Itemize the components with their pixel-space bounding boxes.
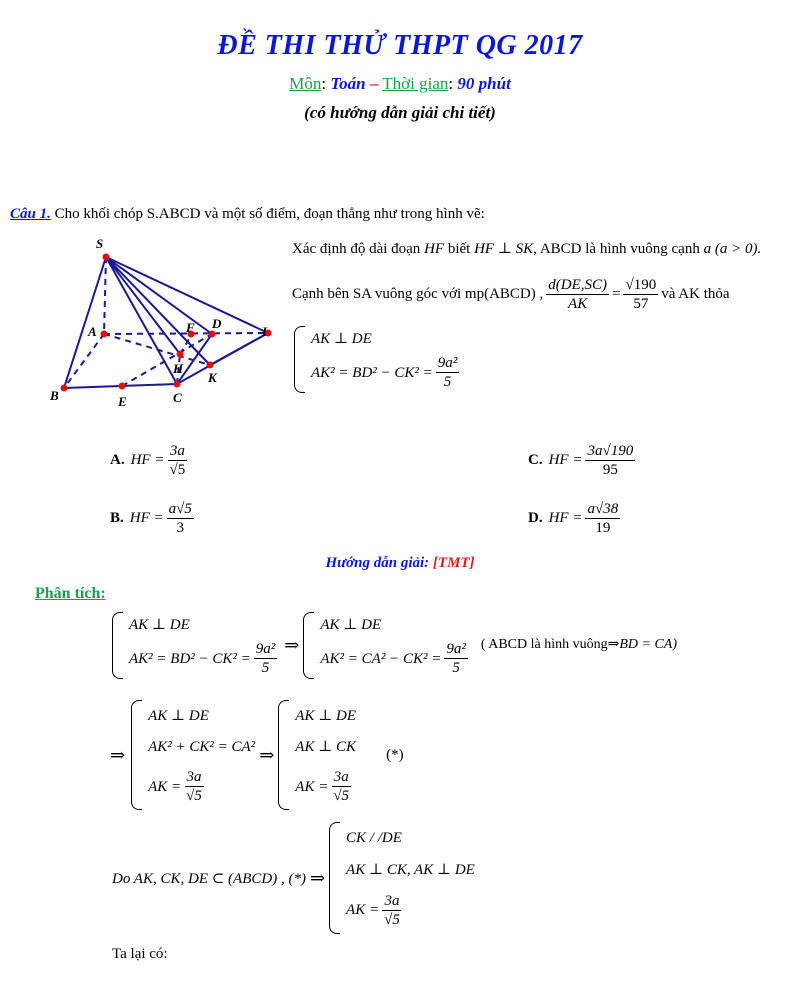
line2-frac-den: AK (568, 296, 588, 312)
subject-time-line: Môn: Toán – Thời gian: 90 phút (289, 74, 511, 93)
header-note: (có hướng dẫn giải chi tiết) (304, 103, 496, 122)
line1-a-cond: (a > 0). (714, 241, 762, 257)
line2-fraction (546, 276, 609, 313)
s4-r3-lhs: AK = (295, 778, 329, 795)
solution-tag: [TMT] (432, 555, 475, 571)
option-d-num: a√38 (587, 501, 619, 517)
s3-r1: AK ⊥ DE (148, 707, 209, 724)
ta-lai-co: Ta lại có: (112, 946, 168, 962)
s4-den: √5 (333, 788, 350, 805)
step2-system (303, 612, 470, 679)
s5-den: √5 (384, 911, 400, 928)
s4-num: 3a (333, 769, 349, 786)
s2-r1: AK ⊥ DE (320, 617, 382, 633)
step1-system (112, 612, 280, 679)
option-a-lhs: HF = (130, 452, 165, 468)
step1-row (112, 612, 677, 679)
step4-system (278, 700, 356, 810)
step3-row (110, 700, 404, 810)
line1-cond: HF ⊥ SK (474, 241, 534, 257)
option-c-lhs: HF = (548, 452, 583, 468)
arrow-3: ⇒ (259, 744, 275, 765)
line1-a: a (703, 241, 712, 257)
sys1-num: 9a² (437, 355, 458, 371)
option-b-lhs: HF = (129, 510, 164, 526)
line2-rhs-num: √190 (625, 277, 657, 293)
line1-text: Xác định độ dài đoạn (292, 241, 421, 257)
question-line2 (292, 276, 730, 313)
option-d[interactable] (528, 500, 623, 537)
s1-r1: AK ⊥ DE (129, 617, 190, 633)
label-F: F (186, 320, 195, 335)
label-C: C (173, 390, 182, 405)
question-line1 (292, 239, 761, 258)
line2-eq: = (612, 286, 621, 302)
option-b[interactable] (110, 500, 197, 537)
subject-value: Toán (330, 74, 366, 93)
arrow-2: ⇒ (110, 744, 126, 765)
question-intro-line (10, 206, 485, 223)
time-value: 90 phút (457, 74, 511, 93)
option-c-label: C. (528, 452, 543, 468)
s4-r2: AK ⊥ CK (295, 739, 357, 756)
s5-r2: AK ⊥ CK, AK ⊥ DE (346, 862, 475, 879)
star-marker: (*) (386, 746, 404, 763)
label-S: S (96, 236, 104, 251)
analysis-text: Phân tích: (35, 585, 106, 602)
line1-hf: HF (424, 241, 445, 257)
step3-system (131, 700, 255, 810)
option-d-label: D. (528, 510, 543, 526)
page-title: ĐỀ THI THỬ THPT QG 2017 (217, 30, 583, 61)
s3-num: 3a (186, 769, 202, 786)
label-B: B (50, 388, 59, 403)
option-a-label: A. (110, 452, 125, 468)
s2-note-a: ( ABCD là hình vuông (480, 637, 608, 652)
solution-heading (0, 555, 800, 572)
system-brace (294, 326, 305, 393)
line2-frac-num: d(DE,SC) (548, 277, 608, 293)
arrow-4: ⇒ (309, 867, 326, 888)
label-H: H (173, 361, 184, 376)
s1-r2: AK² = BD² − CK² = (129, 650, 251, 667)
option-a-den: √5 (169, 462, 186, 478)
s3-r2: AK² + CK² = CA² (148, 739, 256, 756)
s2-note-arrow: ⇒ (607, 637, 620, 652)
option-c[interactable] (528, 442, 638, 479)
option-a-num: 3a (169, 443, 185, 459)
s5-r3-lhs: AK = (346, 902, 380, 919)
s4-r1: AK ⊥ DE (295, 707, 357, 724)
question-system (294, 326, 462, 393)
analysis-heading (35, 585, 106, 603)
s3-r3-lhs: AK = (148, 778, 182, 795)
question-intro: Cho khối chóp S.ABCD và một số điểm, đoạn thẳng như trong hình vẽ: (54, 206, 485, 222)
s2-note-c: BD = CA) (619, 637, 678, 652)
line2-rhs (623, 276, 658, 313)
pyramid-figure (40, 230, 290, 415)
do-text: Do AK, CK, DE ⊂ (ABCD) , (*) (112, 870, 306, 887)
label-I: I (262, 324, 268, 339)
s2-num: 9a² (446, 641, 466, 657)
sys1-row2-lhs: AK² = BD² − CK² = (311, 364, 433, 381)
option-a[interactable] (110, 442, 190, 479)
option-d-lhs: HF = (548, 510, 583, 526)
dash: – (369, 74, 379, 93)
option-b-num: a√5 (168, 501, 192, 517)
option-c-den: 95 (602, 462, 618, 478)
label-E: E (118, 394, 127, 409)
s5-r1: CK / /DE (346, 830, 402, 847)
label-K: K (208, 370, 217, 385)
sys1-row1: AK ⊥ DE (311, 331, 372, 347)
label-D: D (212, 316, 222, 331)
s1-num: 9a² (255, 641, 276, 657)
sys1-den: 5 (443, 374, 452, 390)
step5-system (329, 822, 475, 934)
line2-text: Cạnh bên SA vuông góc với mp(ABCD) , (292, 286, 544, 302)
s2-den: 5 (452, 660, 460, 676)
solution-heading-text: Hướng dẫn giải: (325, 555, 430, 571)
option-d-den: 19 (595, 520, 611, 536)
line2-rhs-den: 57 (633, 296, 649, 312)
s5-num: 3a (384, 892, 400, 909)
step5-row (112, 822, 475, 934)
line1-square: , ABCD là hình vuông cạnh (533, 241, 700, 257)
s2-r2: AK² = CA² − CK² = (320, 650, 442, 667)
question-label: Câu 1. (10, 206, 51, 222)
s1-den: 5 (261, 660, 270, 676)
line1-biet: biết (447, 241, 471, 257)
time-label: Thời gian (382, 74, 449, 93)
step2-note (481, 636, 677, 653)
arrow-1: ⇒ (284, 635, 300, 655)
option-b-den: 3 (176, 520, 184, 536)
sys1-row2 (311, 352, 462, 393)
label-A: A (88, 324, 97, 339)
option-b-label: B. (110, 510, 124, 526)
line2-tail: và AK thỏa (661, 286, 730, 302)
option-c-num: 3a√190 (587, 443, 634, 459)
subject-label: Môn (289, 74, 322, 93)
s3-den: √5 (186, 788, 202, 805)
